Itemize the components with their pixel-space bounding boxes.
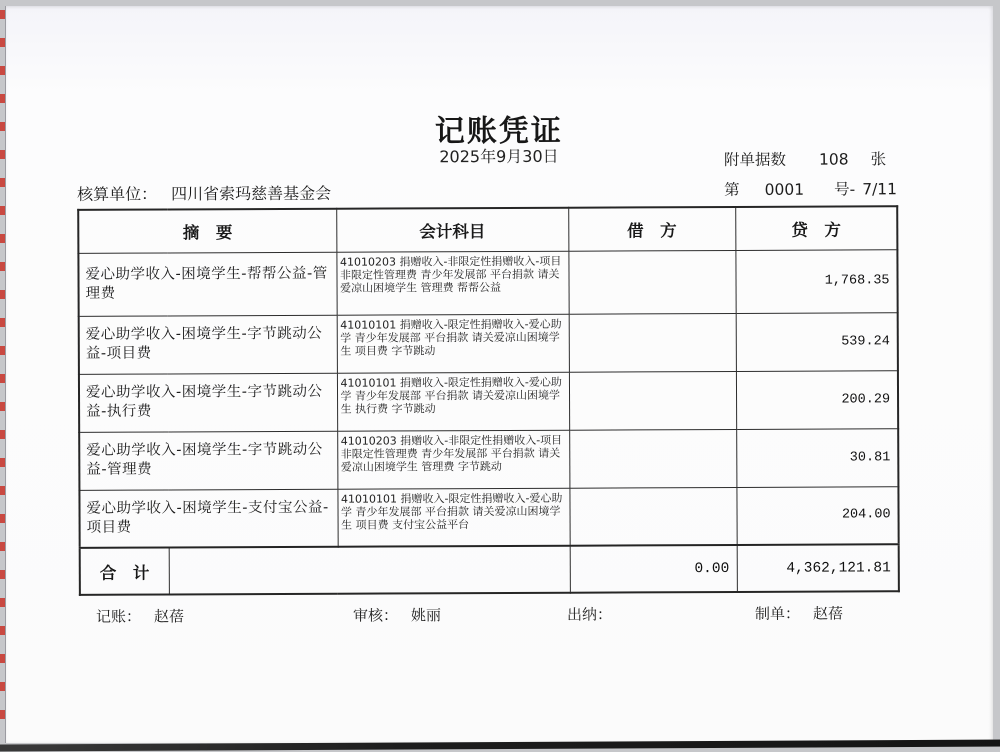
voucher-number-line: [724, 177, 934, 200]
credit-cell: 539.24: [736, 312, 898, 371]
cashier-label: 出纳：: [567, 606, 612, 624]
header-credit: 贷 方: [735, 206, 897, 250]
total-empty-cell: [169, 546, 570, 595]
credit-cell: 1,768.35: [735, 249, 897, 313]
account-cell: 41010101 捐赠收入-限定性捐赠收入-爱心助学 青少年发展部 平台捐款 请关爱凉山困境学生 项目费 支付宝公益平台: [337, 488, 569, 547]
page-indicator: 7/11: [862, 180, 897, 198]
number-prefix: 第: [724, 181, 740, 199]
account-cell: 41010203 捐赠收入-非限定性捐赠收入-项目非限定性管理费 青少年发展部 平台捐款 请关爱凉山困境学生 管理费 字节跳动: [337, 430, 569, 489]
summary-cell: 爱心助学收入-困境学生-支付宝公益-项目费: [79, 489, 337, 548]
voucher-meta: [724, 147, 934, 200]
account-cell: 41010101 捐赠收入-限定性捐赠收入-爱心助学 青少年发展部 平台捐款 请关爱凉山困境学生 执行费 字节跳动: [337, 372, 569, 431]
voucher-table: [77, 205, 900, 596]
preparer-label: 制单：: [755, 605, 800, 623]
attachment-count: 108: [819, 150, 849, 168]
credit-cell: 30.81: [736, 428, 898, 487]
voucher-number: 0001: [765, 181, 805, 199]
total-credit: 4,362,121.81: [737, 544, 899, 592]
debit-cell: [568, 250, 735, 314]
table-row: [79, 428, 898, 490]
account-cell: 41010101 捐赠收入-限定性捐赠收入-爱心助学 青少年发展部 平台捐款 请关爱凉山困境学生 项目费 字节跳动: [337, 314, 569, 373]
summary-cell: 爱心助学收入-困境学生-字节跳动公益-管理费: [79, 431, 337, 490]
debit-cell: [569, 371, 736, 430]
unit-label: 核算单位：: [77, 184, 157, 203]
reviewer-name: 姚丽: [411, 606, 441, 624]
account-cell: 41010203 捐赠收入-非限定性捐赠收入-项目非限定性管理费 青少年发展部 平台捐款 请关爱凉山困境学生 管理费 帮帮公益: [336, 251, 568, 315]
table-row: [78, 249, 897, 316]
total-row: [80, 544, 899, 595]
preparer-name: 赵蓓: [813, 605, 843, 623]
total-debit: 0.00: [570, 545, 737, 593]
accounting-unit-line: [77, 181, 331, 205]
debit-cell: [569, 429, 736, 488]
reviewer-label: 审核：: [353, 606, 398, 624]
credit-cell: 200.29: [736, 370, 898, 429]
summary-cell: 爱心助学收入-困境学生-字节跳动公益-项目费: [79, 315, 337, 374]
attachment-count-line: [724, 147, 934, 170]
credit-cell: 204.00: [736, 486, 898, 545]
page-title: 记账凭证: [0, 104, 999, 152]
debit-cell: [569, 487, 736, 546]
bookkeeper-name: 赵蓓: [154, 607, 184, 625]
attachment-unit: 张: [871, 150, 887, 168]
table-row: [79, 312, 898, 374]
header-debit: 借 方: [568, 207, 735, 251]
bookkeeper-label: 记账：: [96, 608, 141, 626]
preparer-signature: [755, 603, 843, 624]
cashier-signature: [567, 603, 625, 624]
unit-name: 四川省索玛慈善基金会: [171, 184, 331, 204]
summary-cell: 爱心助学收入-困境学生-帮帮公益-管理费: [78, 252, 336, 316]
debit-cell: [569, 313, 736, 372]
number-suffix: 号-: [834, 180, 855, 198]
table-row: [79, 370, 898, 432]
attachment-label: 附单据数: [724, 151, 786, 169]
total-label: 合 计: [80, 547, 169, 594]
table-header-row: [78, 206, 897, 253]
table-row: [79, 486, 898, 548]
header-summary: 摘 要: [78, 209, 336, 253]
red-edge-marks: [0, 10, 5, 736]
reviewer-signature: [353, 604, 441, 625]
signature-row: [1, 602, 1000, 630]
summary-cell: 爱心助学收入-困境学生-字节跳动公益-执行费: [79, 373, 337, 432]
voucher-date: 2025年9月30日: [0, 142, 999, 169]
bookkeeper-signature: [96, 605, 184, 626]
header-account: 会计科目: [336, 208, 568, 252]
